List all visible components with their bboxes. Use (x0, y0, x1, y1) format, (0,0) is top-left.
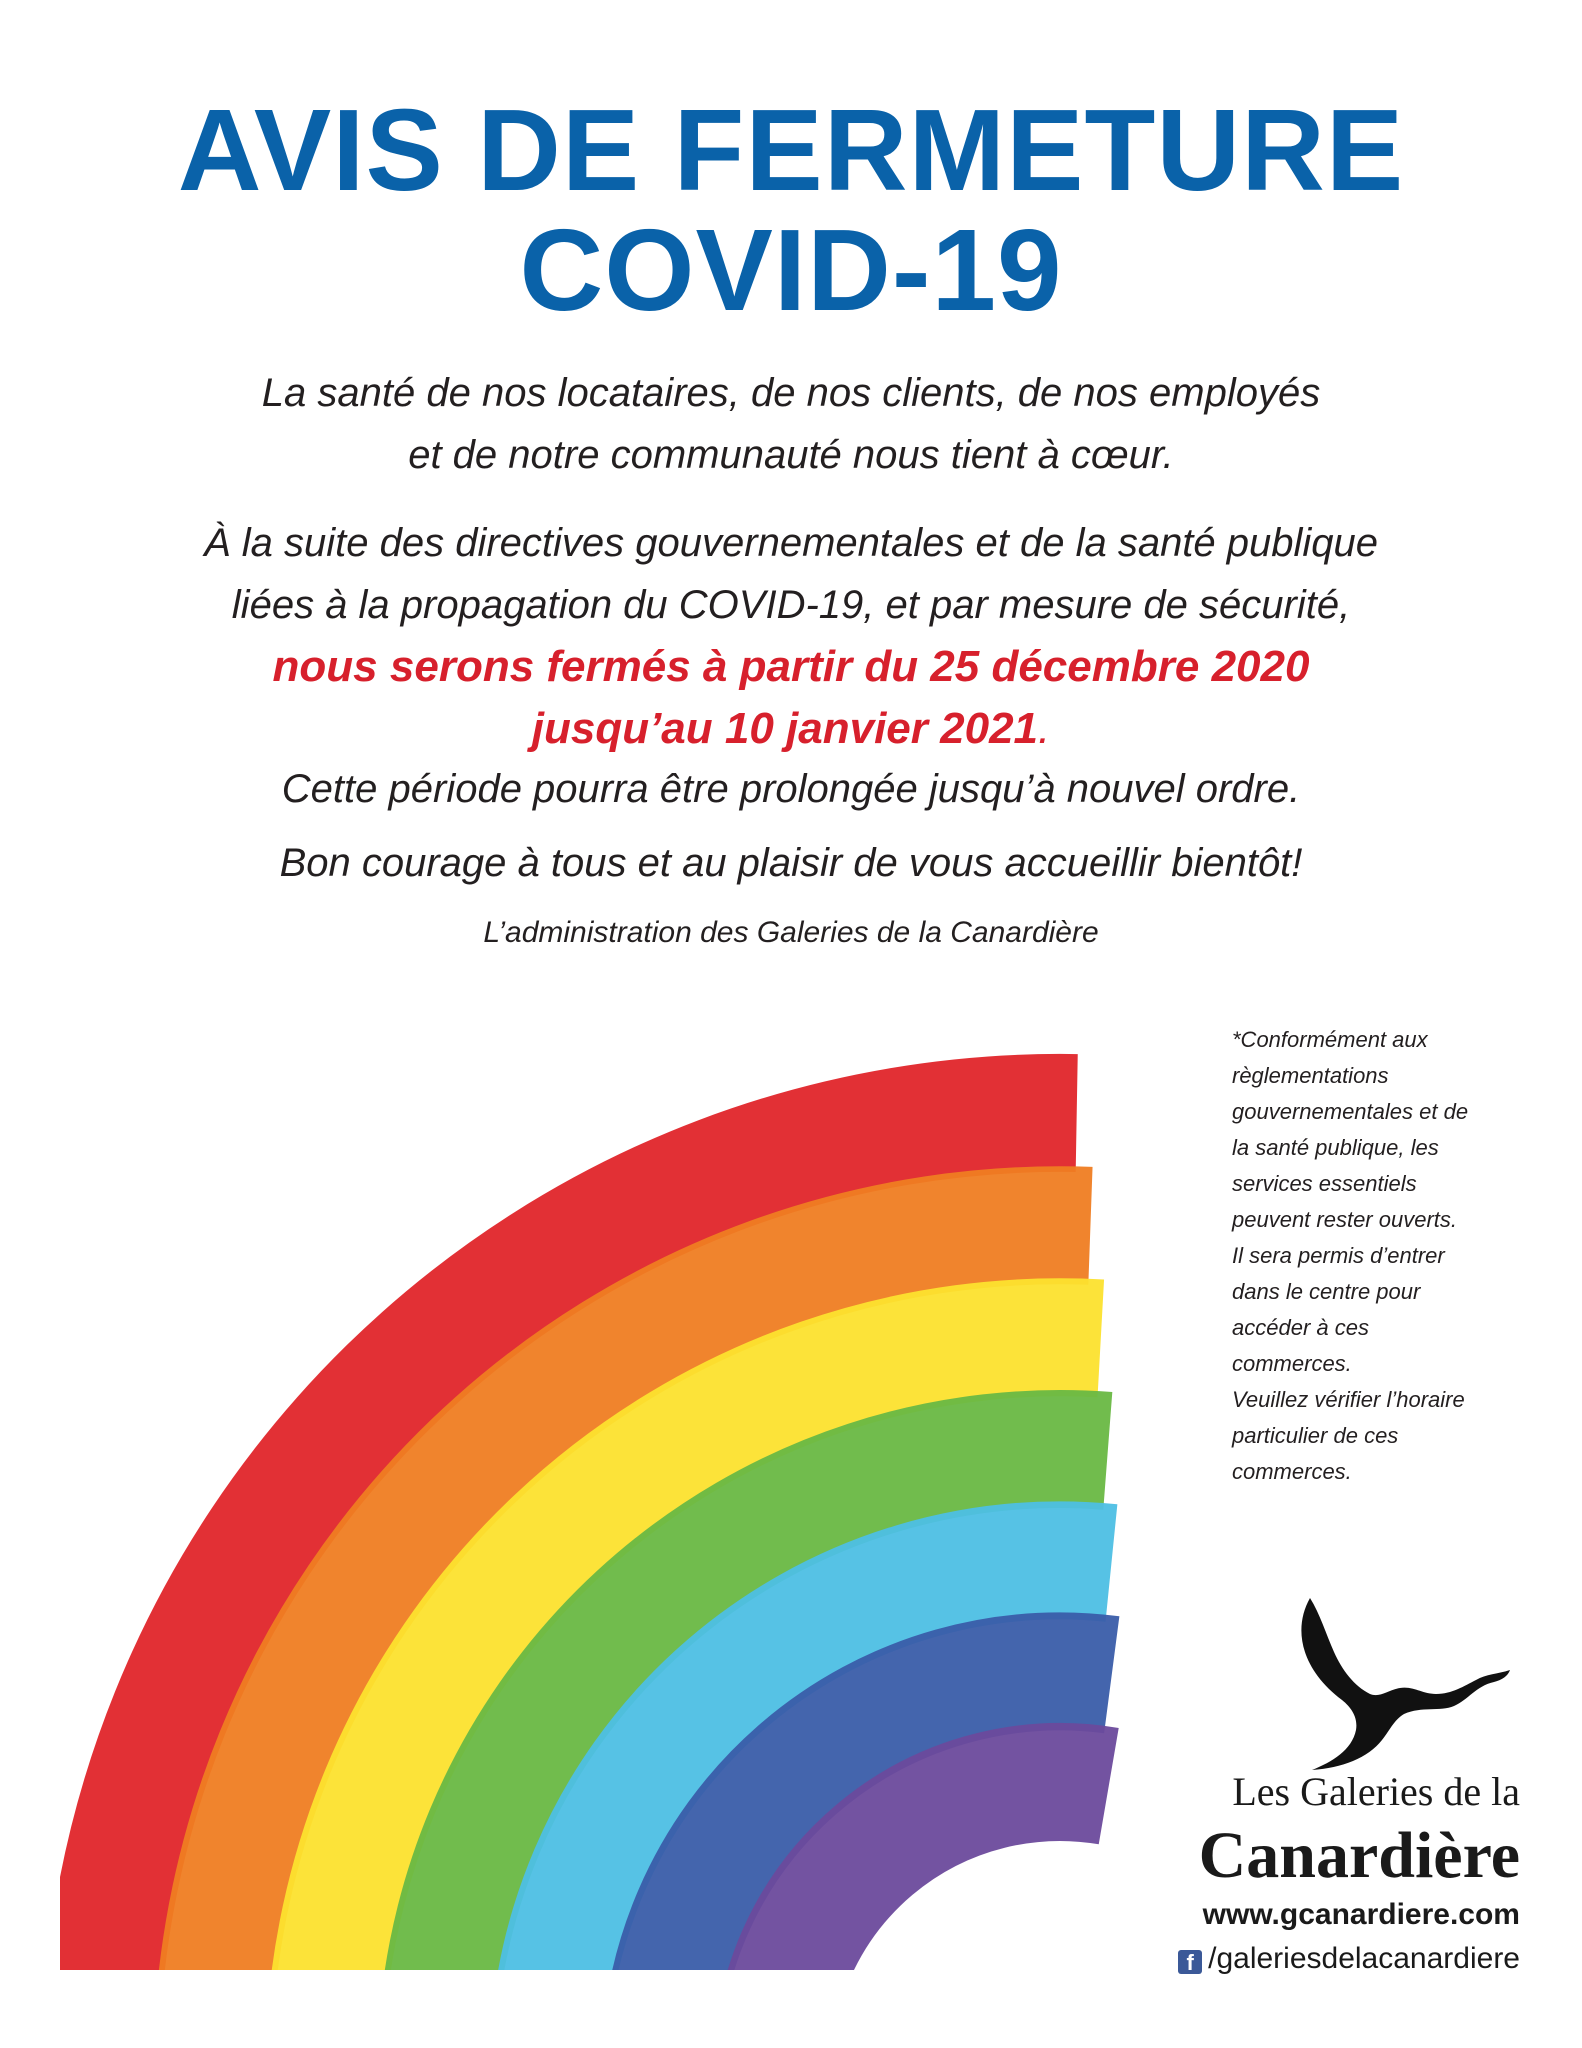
page-title-line-1: AVIS DE FERMETURE (177, 85, 1405, 215)
footnote-line: commerces. (1232, 1351, 1352, 1376)
footnote-line: gouvernementales et de (1232, 1099, 1469, 1124)
footnote-line: services essentiels (1232, 1171, 1417, 1196)
intro-line: La santé de nos locataires, de nos clients, de nos employés (261, 371, 1321, 415)
facebook-icon: f (1178, 1950, 1202, 1974)
page-title-line-2: COVID-19 (519, 205, 1063, 335)
footnote-line: dans le centre pour (1232, 1279, 1421, 1304)
footnote-line: commerces. (1232, 1459, 1352, 1484)
closing-wishes: Bon courage à tous et au plaisir de vous accueillir bientôt! (279, 841, 1303, 885)
directives-line: À la suite des directives gouvernementales et de la santé publique (203, 521, 1379, 565)
extension-notice: Cette période pourra être prolongée jusqu’à nouvel ordre. (281, 767, 1301, 811)
footnote-line: particulier de ces (1232, 1423, 1399, 1448)
closure-dates-line-2 (0, 698, 1582, 760)
footnote-line: *Conformément aux (1232, 1027, 1428, 1052)
footnote-line: peuvent rester ouverts. (1232, 1207, 1458, 1232)
logo-text-line-1: Les Galeries de la (1232, 1769, 1520, 1814)
intro-paragraph (0, 362, 1582, 486)
footnote-line: Veuillez vérifier l’horaire (1232, 1387, 1465, 1412)
website-link[interactable]: www.gcanardiere.com (1202, 1898, 1520, 1931)
directives-line: liées à la propagation du COVID-19, et par mesure de sécurité, (231, 583, 1351, 627)
bird-icon (1272, 1590, 1512, 1780)
facebook-link[interactable] (1040, 1942, 1520, 1976)
signature: L’administration des Galeries de la Canardière (483, 916, 1099, 949)
logo-text-line-2: Canardière (1198, 1819, 1520, 1892)
footnote-line: règlementations (1232, 1063, 1389, 1088)
rainbow-illustration (60, 1010, 1160, 1970)
footnote-line: Il sera permis d’entrer (1232, 1243, 1445, 1268)
footnote-line: la santé publique, les (1232, 1135, 1439, 1160)
intro-line: et de notre communauté nous tient à cœur. (408, 433, 1174, 477)
directives-paragraph (0, 512, 1582, 760)
facebook-handle: /galeriesdelacanardiere (1208, 1942, 1520, 1975)
closure-period: . (1038, 704, 1051, 753)
footnote-line: accéder à ces (1232, 1315, 1369, 1340)
footnote (1232, 1022, 1522, 1490)
closure-end-date: jusqu’au 10 janvier 2021 (531, 704, 1039, 753)
closure-dates-line: nous serons fermés à partir du 25 décembre 2020 (272, 642, 1310, 691)
